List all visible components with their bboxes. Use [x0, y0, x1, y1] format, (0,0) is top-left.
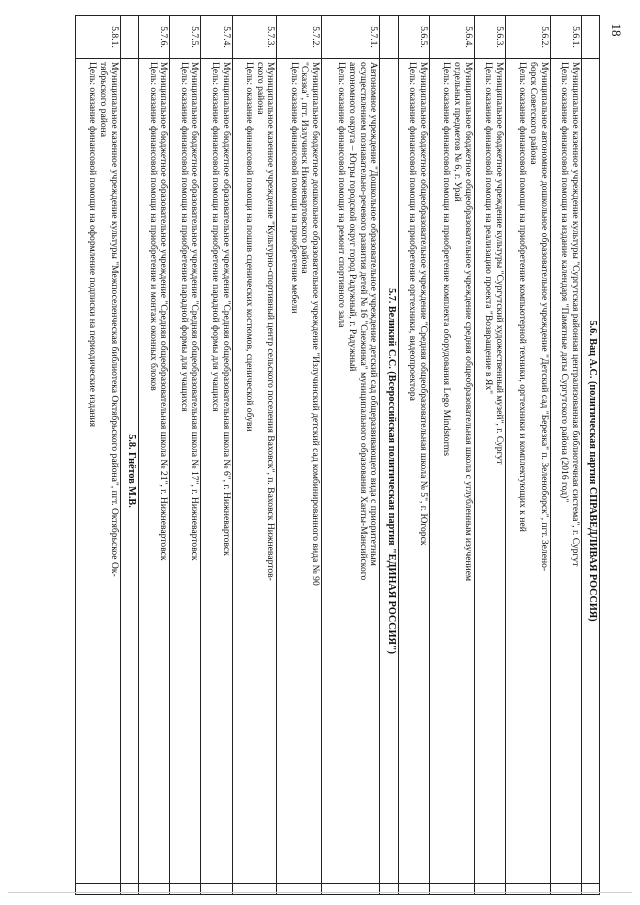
page-number: 18 — [609, 23, 624, 37]
item-number: 5.7.1. — [322, 16, 380, 59]
item-purpose-line: Цель: оказание финансовой помощи на приобретение парадной формы для учащихся — [209, 62, 221, 412]
item-description — [76, 59, 121, 884]
item-description — [277, 59, 322, 884]
item-text-line: Муниципальное бюджетное общеобразовательное учреждение средняя общеобразовательная школа с углубленным изучением — [462, 62, 474, 582]
item-purpose-line: Цель: оказание финансовой помощи на приобретение мебели — [288, 62, 300, 314]
item-purpose-line: Цель: оказание финансовой помощи на приобретение комплекта оборудования Lego Mindstorms — [441, 62, 453, 456]
item-number: 5.8.1. — [76, 16, 121, 59]
item-text-line: Муниципальное бюджетное учреждение культуры "Сургутский художественный музей", г. Сургут — [493, 62, 505, 465]
item-text-line: осуществлением познавательно-речевого развития детей № 16 "Снежинка" муниципального образования Ханты-Мансийского — [357, 62, 369, 581]
table-row — [429, 16, 474, 895]
item-text-line: "Сказка", пгт. Излучинск Нижневартовского района — [299, 62, 311, 274]
table-row — [550, 16, 581, 895]
item-text-line: Муниципальное бюджетное общеобразовательное учреждение "Средняя общеобразовательная школа № 5", г. Югорск — [417, 62, 429, 546]
item-description — [474, 59, 505, 884]
table-row — [76, 16, 121, 895]
item-description — [232, 59, 277, 884]
section-heading-row — [120, 16, 138, 895]
table-row — [170, 16, 201, 895]
section-heading: 5.6. Вац А.С. (политическая партия СПРАВЕДЛИВАЯ РОССИЯ) — [581, 59, 599, 884]
section-heading: 5.8. Гнётов М.В. — [120, 59, 138, 884]
section-heading-num-cell — [120, 16, 138, 59]
item-purpose-line: Цель: оказание финансовой помощи на издание календаря "Памятные даты Сургутского района (2016 год)" — [558, 62, 570, 503]
item-description — [201, 59, 232, 884]
item-number: 5.7.6. — [139, 16, 170, 59]
item-description — [170, 59, 201, 884]
item-text-line: ского района — [254, 62, 266, 115]
item-text-line: Муниципальное казенное учреждение "Культурно-спортивный центр сельского поселения Ваховск", п. Ваховск Нижневартов- — [265, 62, 277, 581]
table-row — [201, 16, 232, 895]
scan-edge-line — [8, 892, 632, 893]
table-row — [398, 16, 429, 895]
item-purpose-line: Цель: оказание финансовой помощи на пошив сценических костюмов, сценической обуви — [243, 62, 255, 432]
rotated-page — [75, 15, 600, 895]
item-number: 5.7.4. — [201, 16, 232, 59]
item-number: 5.6.5. — [398, 16, 429, 59]
item-purpose-line: Цель: оказание финансовой помощи на приобретение и монтаж оконных блоков — [147, 62, 159, 391]
item-number: 5.7.3. — [232, 16, 277, 59]
table-row — [474, 16, 505, 895]
item-description — [505, 59, 550, 884]
section-heading: 5.7. Великий С.С. (Всероссийская политическая партия "ЕДИНАЯ РОССИЯ") — [380, 59, 398, 884]
item-text-line: тябрьского района — [98, 62, 110, 138]
item-text-line: борск Советского района — [527, 62, 539, 165]
section-heading-row — [581, 16, 599, 895]
table-row — [139, 16, 170, 895]
recipients-table — [75, 15, 600, 895]
item-purpose-line: Цель: оказание финансовой помощи на приобретение парадной формы для учащихся — [178, 62, 190, 412]
item-text-line: Муниципальное бюджетное образовательное учреждение "Средняя общеобразовательная школа № 17", г. Нижневартовск — [189, 62, 201, 561]
item-description — [429, 59, 474, 884]
item-number: 5.6.3. — [474, 16, 505, 59]
item-description — [322, 59, 380, 884]
item-text-line: Муниципальное казенное учреждение культуры "Сургутская районная централизованная библиотечная система", г. Сургут — [569, 62, 581, 567]
item-purpose-line: Цель: оказание финансовой помощи на приобретение компьютерной техники, оргтехники и комплектующих к ней — [517, 62, 529, 532]
item-text-line: отдельных предметов № 6, г. Урай — [451, 62, 463, 202]
item-description — [139, 59, 170, 884]
item-number: 5.6.2. — [505, 16, 550, 59]
item-purpose-line: Цель: оказание финансовой помощи на приобретение оргтехники, видеопроектора — [407, 62, 419, 401]
table-row — [277, 16, 322, 895]
item-text-line: Муниципальное автономное дошкольное образовательное учреждение "Детский сад "Березка" п. Зеленоборск", пгт. Зелено- — [538, 62, 550, 572]
item-number: 5.6.4. — [429, 16, 474, 59]
table-body — [76, 16, 600, 895]
table-row — [505, 16, 550, 895]
table-row — [322, 16, 380, 895]
section-heading-row — [380, 16, 398, 895]
item-text-line: Муниципальное казенное учреждение культуры "Межпоселенческая библиотека Октябрьского района", пгт. Октябрьское Ок- — [108, 62, 120, 577]
item-description — [398, 59, 429, 884]
item-purpose-line: Цель: оказание финансовой помощи на оформление подписки на периодические издания — [87, 62, 99, 428]
item-number: 5.7.2. — [277, 16, 322, 59]
item-text-line: Муниципальное бюджетное образовательное учреждение "Средняя общеобразовательная школа № 6", г. Нижневартовск — [220, 62, 232, 556]
item-purpose-line: Цель: оказание финансовой помощи на реализацию проекта "Возвращение в Ях" — [483, 62, 495, 395]
section-heading-num-cell — [380, 16, 398, 59]
item-purpose-line: Цель: оказание финансовой помощи на ремонт спортивного зала — [336, 62, 348, 328]
item-text-line: Муниципальное бюджетное образовательное учреждение "Средняя общеобразовательная школа № 21", г. Нижневартовск — [158, 62, 170, 561]
item-number: 5.6.1. — [550, 16, 581, 59]
item-text-line: Автономное учреждение "Дошкольное образовательное учреждение детский сад общеразвивающего вида с приоритетным — [368, 62, 380, 566]
item-text-line: автономного округа – Югры городской округ город Радужный, г. Радужный — [347, 62, 359, 372]
item-number: 5.7.5. — [170, 16, 201, 59]
item-description — [550, 59, 581, 884]
table-row — [232, 16, 277, 895]
section-heading-num-cell — [581, 16, 599, 59]
item-text-line: Муниципальное бюджетное дошкольное образовательное учреждение "Излучинский детский сад комбинированного вида № 90 — [310, 62, 322, 586]
